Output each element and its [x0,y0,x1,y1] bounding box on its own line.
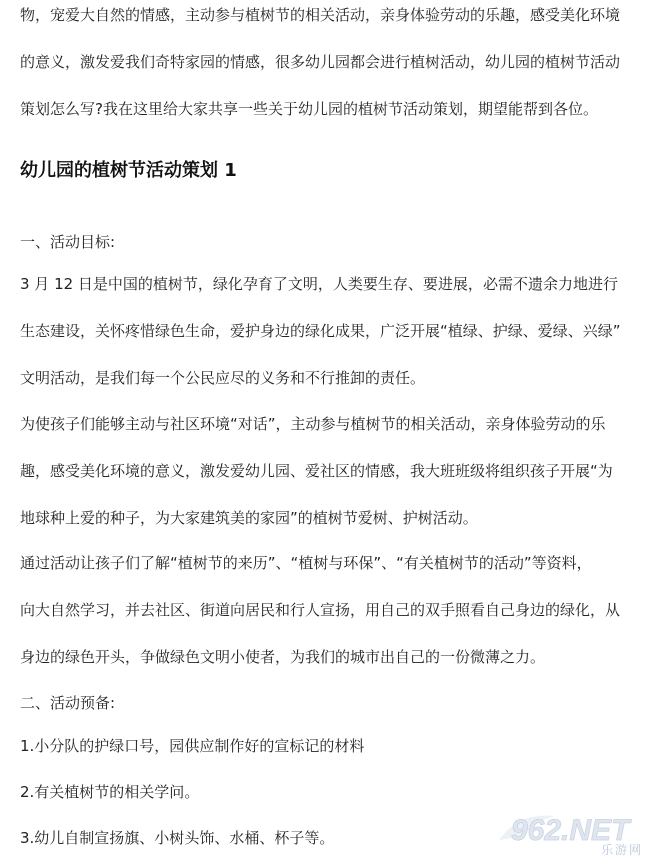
list-item: 3.幼儿自制宣扬旗、小树头饰、水桶、杯子等。 [20,829,335,847]
text-line: 策划怎么写?我在这里给大家共享一些关于幼儿园的植树节活动策划，期望能帮到各位。 [20,100,598,118]
watermark-site-text: 962.NET [511,814,630,847]
list-item: 2.有关植树节的相关学问。 [20,783,200,801]
list-item: 1.小分队的护绿口号，园供应制作好的宣标记的材料 [20,737,365,755]
text-line: 物，宠爱大自然的情感，主动参与植树节的相关活动，亲身体验劳动的乐趣，感受美化环境 [20,6,621,24]
paragraph [20,551,620,669]
text-line: 文明活动，是我们每一个公民应尽的义务和不行推卸的责任。 [20,369,426,387]
paragraph [20,412,613,530]
section-heading: 二、活动预备: [20,694,116,712]
text-line: 地球种上爱的种子，为大家建筑美的家园”的植树节爱树、护树活动。 [20,509,478,527]
text-line: 身边的绿色开头，争做绿色文明小使者，为我们的城市出自己的一份微薄之力。 [20,648,546,666]
text-line: 3 月 12 日是中国的植树节，绿化孕育了文明，人类要生存、要进展，必需不遗余力地进行 [20,275,618,293]
text-line: 为使孩子们能够主动与社区环境“对话”，主动参与植树节的相关活动，亲身体验劳动的乐 [20,415,606,433]
article-title: 幼儿园的植树节活动策划 1 [20,160,237,181]
text-line: 通过活动让孩子们了解“植树节的来历”、“植树与环保”、“有关植树节的活动”等资料， [20,554,592,572]
paragraph [20,272,621,390]
intro-paragraph [20,3,620,121]
text-line: 的意义，激发爱我们奇特家园的情感，很多幼儿园都会进行植树活动，幼儿园的植树节活动 [20,53,621,71]
watermark-site-cn: 乐游网 [600,843,643,857]
section-heading: 一、活动目标: [20,233,116,251]
text-line: 向大自然学习，并去社区、街道向居民和行人宣扬，用自己的双手照看自己身边的绿化，从 [20,601,621,619]
text-line: 趣，感受美化环境的意义，激发爱幼儿园、爱社区的情感，我大班班级将组织孩子开展“为 [20,462,613,480]
site-watermark [489,806,649,858]
text-line: 生态建设，关怀疼惜绿色生命，爱护身边的绿化成果，广泛开展“植绿、护绿、爱绿、兴绿” [20,322,621,340]
